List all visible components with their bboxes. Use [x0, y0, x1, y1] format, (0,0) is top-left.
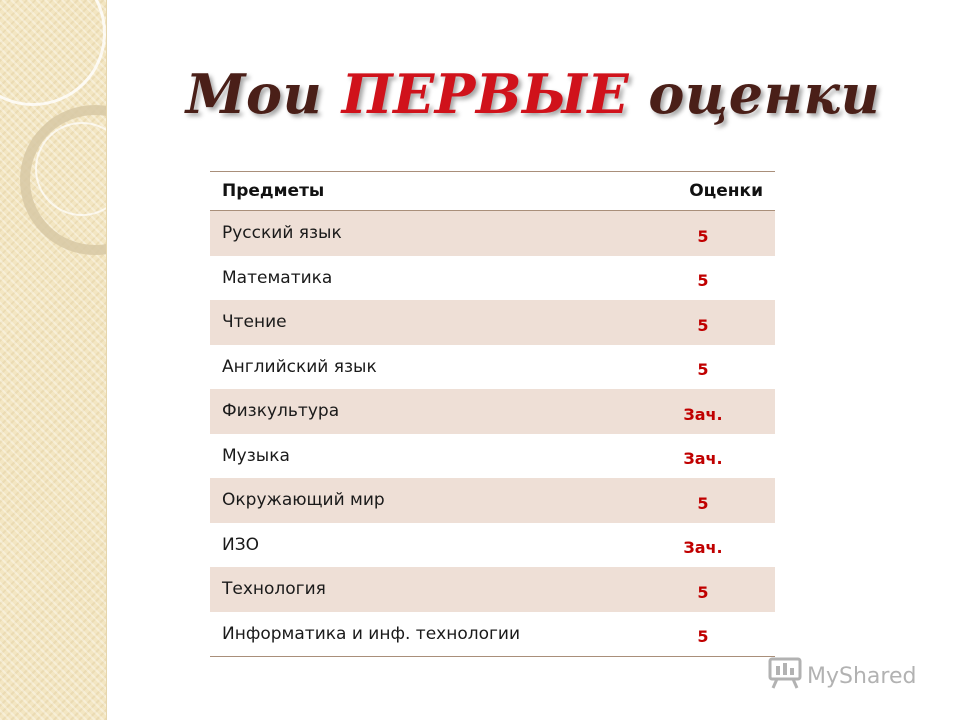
grade-cell: Зач. [683, 538, 723, 558]
subject-cell: Чтение [210, 300, 631, 345]
table-row [210, 612, 775, 657]
grade-cell: Зач. [631, 389, 775, 434]
grade-cell: 5 [631, 567, 775, 612]
table-row [210, 345, 775, 390]
subject-cell: Русский язык [210, 211, 631, 256]
header-subjects: Предметы [210, 172, 631, 211]
table-row [210, 389, 775, 434]
table-row [210, 300, 775, 345]
presentation-board-icon [768, 657, 802, 695]
title-word-accent: ПЕРВЫЕ [341, 62, 630, 126]
grade-cell: 5 [631, 300, 775, 345]
title-word-1: Мои [185, 62, 323, 126]
table-row [210, 256, 775, 301]
grade-cell: 5 [697, 360, 709, 380]
title-word-3: оценки [648, 62, 881, 126]
subject-cell: Окружающий мир [210, 478, 631, 523]
grade-cell: 5 [631, 211, 775, 256]
subject-cell: ИЗО [222, 534, 259, 555]
watermark-text: MyShared [807, 663, 917, 689]
grade-cell: 5 [631, 478, 775, 523]
grade-cell: Зач. [683, 449, 723, 469]
subject-cell: Музыка [222, 445, 290, 466]
table-header-row [210, 172, 775, 211]
decorative-side-panel [0, 0, 107, 720]
table-row [210, 567, 775, 612]
table-row [210, 211, 775, 256]
slide-title [106, 62, 960, 126]
subject-cell: Математика [222, 267, 333, 288]
header-grades: Оценки [631, 172, 775, 211]
table-row [210, 434, 775, 479]
decorative-ring [0, 0, 106, 106]
grade-cell: 5 [697, 271, 709, 291]
grades-table [210, 171, 775, 657]
grade-cell: 5 [631, 612, 775, 657]
watermark[interactable] [768, 657, 916, 695]
table-row [210, 478, 775, 523]
subject-cell: Технология [210, 567, 631, 612]
table-row [210, 523, 775, 568]
subject-cell: Английский язык [222, 356, 377, 377]
subject-cell: Информатика и инф. технологии [210, 612, 631, 657]
subject-cell: Физкультура [210, 389, 631, 434]
